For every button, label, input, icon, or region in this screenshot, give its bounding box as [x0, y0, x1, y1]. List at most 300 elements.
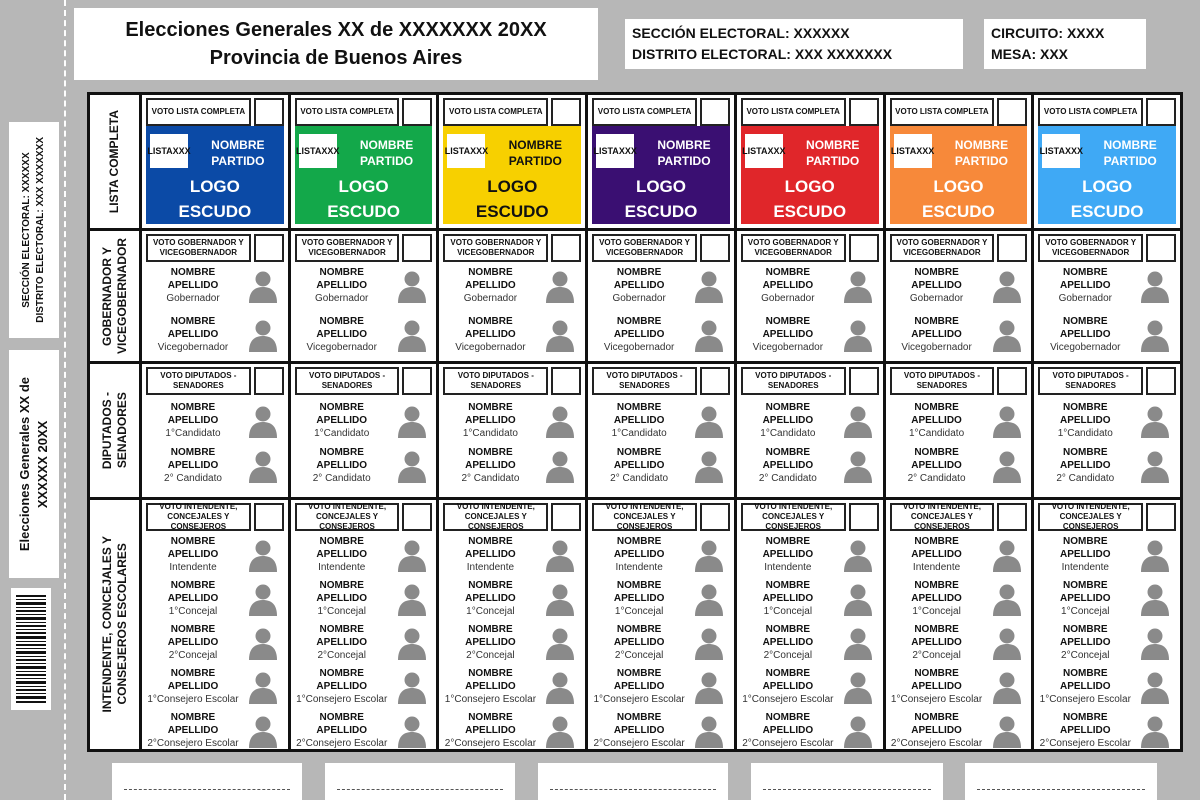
signature-box-4	[751, 763, 943, 800]
candidate	[886, 711, 1032, 749]
vote-label: VOTO LISTA COMPLETA	[741, 98, 846, 126]
candidate-nombre: NOMBRE	[319, 668, 364, 679]
person-silhouette-icon	[843, 404, 873, 438]
candidate-text	[739, 266, 837, 305]
candidate-role: 1°Candidato	[908, 428, 965, 439]
candidate-role: Intendente	[912, 562, 961, 573]
candidate-role: 2° Candidato	[1056, 473, 1115, 484]
vote-label: VOTO DIPUTADOS - SENADORES	[146, 367, 251, 395]
row-label-line2: VICEGOBERNADOR	[114, 237, 129, 354]
vote-header	[443, 98, 581, 126]
candidate-nombre: NOMBRE	[765, 624, 811, 635]
person-silhouette-icon	[397, 318, 427, 352]
candidate-list	[291, 395, 437, 485]
vote-label: VOTO INTENDENTE, CONCEJALES Y CONSEJEROS	[295, 503, 400, 531]
lista-label: LISTA	[593, 146, 619, 156]
candidate-nombre: NOMBRE	[914, 536, 959, 547]
candidate-role: Gobernador	[1058, 293, 1112, 304]
candidate-apellido: APELLIDO	[911, 593, 962, 604]
candidate-list	[886, 395, 1032, 485]
diputados-cell-7	[1034, 364, 1180, 497]
vote-checkbox-gobernador-1[interactable]	[254, 234, 284, 262]
candidate	[1034, 401, 1180, 440]
vote-label: VOTO DIPUTADOS - SENADORES	[295, 367, 400, 395]
vote-header	[295, 503, 433, 531]
candidate-role: 1°Candidato	[760, 428, 816, 439]
vote-checkbox-gobernador-7[interactable]	[1146, 234, 1176, 262]
party-name	[1086, 137, 1174, 169]
candidate	[291, 535, 437, 574]
candidate-nombre: NOMBRE	[468, 316, 513, 327]
signature-box-1	[112, 763, 302, 800]
person-silhouette-icon	[992, 714, 1022, 748]
candidate-nombre: NOMBRE	[616, 316, 662, 327]
vote-checkbox-lista-7[interactable]	[1146, 98, 1176, 126]
party-name-line2: PARTIDO	[657, 154, 711, 168]
candidate-list	[588, 395, 734, 485]
candidate-nombre: NOMBRE	[468, 402, 513, 413]
candidate-nombre: NOMBRE	[1063, 447, 1108, 458]
diputados-cell-3	[439, 364, 585, 497]
candidate-list	[439, 531, 585, 749]
vote-label: VOTO DIPUTADOS - SENADORES	[1038, 367, 1143, 395]
person-silhouette-icon	[992, 670, 1022, 704]
candidate-apellido: APELLIDO	[465, 593, 516, 604]
diputados-cell-5	[737, 364, 883, 497]
candidate	[142, 266, 288, 305]
candidate	[142, 579, 288, 618]
candidate-text	[590, 667, 688, 706]
candidate-apellido: APELLIDO	[316, 329, 367, 340]
candidate	[737, 579, 883, 618]
vote-checkbox-diputados-4[interactable]	[700, 367, 730, 395]
candidate-text	[590, 401, 688, 440]
candidate-apellido: APELLIDO	[613, 725, 665, 736]
candidate	[588, 667, 734, 706]
person-silhouette-icon	[248, 538, 278, 572]
candidate-apellido: APELLIDO	[762, 725, 814, 736]
candidate-text	[739, 446, 837, 485]
vote-checkbox-diputados-3[interactable]	[551, 367, 581, 395]
candidate-nombre: NOMBRE	[1063, 624, 1108, 635]
candidate-text	[293, 623, 391, 662]
lista-number: XXX	[321, 146, 340, 156]
candidate-apellido: APELLIDO	[1060, 681, 1111, 692]
vote-checkbox-intendente-4[interactable]	[700, 503, 730, 531]
vote-checkbox-lista-3[interactable]	[551, 98, 581, 126]
candidate-text	[1036, 315, 1134, 354]
candidate-role: 2°Consejero Escolar	[742, 738, 834, 749]
candidate-apellido: APELLIDO	[911, 280, 962, 291]
candidate-nombre: NOMBRE	[914, 712, 959, 723]
candidate-apellido: APELLIDO	[465, 681, 516, 692]
row-label-line2: SENADORES	[114, 392, 129, 469]
vote-header	[592, 98, 730, 126]
candidate-list	[886, 531, 1032, 749]
person-silhouette-icon	[694, 404, 724, 438]
party-cell-5	[737, 95, 883, 228]
party-name-line1: NOMBRE	[508, 138, 562, 152]
candidate-apellido: APELLIDO	[167, 593, 219, 604]
logo-line1: LOGO	[784, 177, 835, 196]
candidate	[439, 579, 585, 618]
row-label-line1: GOBERNADOR Y	[99, 246, 114, 346]
row-label-line1: INTENDENTE, CONCEJALES Y	[99, 536, 114, 713]
party-block	[741, 126, 879, 224]
party-logo	[592, 174, 730, 224]
person-silhouette-icon	[397, 670, 427, 704]
vote-checkbox-intendente-6[interactable]	[997, 503, 1027, 531]
candidate-role: 2° Candidato	[312, 473, 371, 484]
logo-line1: LOGO	[487, 177, 538, 196]
person-silhouette-icon	[248, 318, 278, 352]
party-name-line2: PARTIDO	[508, 154, 562, 168]
vote-checkbox-intendente-1[interactable]	[254, 503, 284, 531]
candidate	[1034, 623, 1180, 662]
vote-label: VOTO GOBERNADOR Y VICEGOBERNADOR	[443, 234, 548, 262]
person-silhouette-icon	[248, 269, 278, 303]
vote-label: VOTO INTENDENTE, CONCEJALES Y CONSEJEROS	[443, 503, 548, 531]
candidate-list	[291, 531, 437, 749]
candidate-apellido: APELLIDO	[613, 593, 665, 604]
candidate	[439, 623, 585, 662]
candidate-apellido: APELLIDO	[167, 725, 219, 736]
candidate-apellido: APELLIDO	[465, 549, 516, 560]
person-silhouette-icon	[843, 318, 873, 352]
candidate-text	[590, 266, 688, 305]
lista-number: XXX	[767, 146, 786, 156]
candidate-nombre: NOMBRE	[170, 668, 216, 679]
candidate-role: Intendente	[615, 562, 663, 573]
candidate-role: Vicegobernador	[752, 342, 824, 353]
vote-header	[443, 503, 581, 531]
candidate-text	[293, 579, 391, 618]
candidate	[886, 446, 1032, 485]
candidate-text	[293, 446, 391, 485]
vote-header	[741, 503, 879, 531]
candidate	[1034, 711, 1180, 749]
candidate-apellido: APELLIDO	[762, 681, 814, 692]
candidate-apellido: APELLIDO	[167, 280, 219, 291]
candidate-role: Gobernador	[463, 293, 518, 304]
vote-header	[890, 367, 1028, 395]
person-silhouette-icon	[992, 269, 1022, 303]
candidate-apellido: APELLIDO	[762, 329, 814, 340]
candidate	[886, 266, 1032, 305]
candidate-role: 2°Consejero Escolar	[444, 738, 537, 749]
vote-checkbox-lista-5[interactable]	[849, 98, 879, 126]
candidate	[291, 667, 437, 706]
candidate-nombre: NOMBRE	[765, 712, 811, 723]
person-silhouette-icon	[248, 714, 278, 748]
party-cell-3	[439, 95, 585, 228]
candidate-role: 2°Consejero Escolar	[593, 738, 685, 749]
vote-checkbox-diputados-7[interactable]	[1146, 367, 1176, 395]
candidate-text	[888, 266, 986, 305]
candidate-role: 2°Consejero Escolar	[1039, 738, 1131, 749]
candidate-text	[144, 266, 242, 305]
candidate-nombre: NOMBRE	[616, 624, 662, 635]
candidate	[142, 623, 288, 662]
candidate-apellido: APELLIDO	[167, 549, 219, 560]
candidate	[737, 315, 883, 354]
candidate-role: 1°Concejal	[168, 606, 218, 617]
candidate	[291, 623, 437, 662]
candidate-list	[737, 262, 883, 354]
vote-label: VOTO DIPUTADOS - SENADORES	[890, 367, 995, 395]
candidate	[142, 535, 288, 574]
party-logo	[1038, 174, 1176, 224]
person-silhouette-icon	[694, 582, 724, 616]
candidate-role: 2°Concejal	[466, 650, 515, 661]
candidate-text	[888, 535, 986, 574]
candidate-apellido: APELLIDO	[1060, 725, 1111, 736]
candidate-apellido: APELLIDO	[762, 549, 814, 560]
vote-checkbox-intendente-2[interactable]	[402, 503, 432, 531]
candidate	[886, 579, 1032, 618]
logo-line2: ESCUDO	[922, 202, 995, 221]
mesa: MESA: XXX	[991, 46, 1069, 62]
vote-label: VOTO INTENDENTE, CONCEJALES Y CONSEJEROS	[146, 503, 251, 531]
candidate-role: 1°Consejero Escolar	[444, 694, 537, 705]
candidate-role: Vicegobernador	[901, 342, 972, 353]
person-silhouette-icon	[694, 670, 724, 704]
candidate	[737, 535, 883, 574]
candidate-text	[441, 711, 539, 749]
candidate-list	[439, 262, 585, 354]
person-silhouette-icon	[545, 449, 575, 483]
candidate-apellido: APELLIDO	[1060, 637, 1111, 648]
candidate-role: 2° Candidato	[164, 473, 222, 484]
vote-header	[890, 98, 1028, 126]
vote-checkbox-gobernador-2[interactable]	[402, 234, 432, 262]
candidate-nombre: NOMBRE	[468, 624, 513, 635]
candidate-nombre: NOMBRE	[170, 580, 216, 591]
candidate-text	[739, 401, 837, 440]
person-silhouette-icon	[843, 269, 873, 303]
signature-box-3	[538, 763, 728, 800]
logo-line2: ESCUDO	[178, 202, 252, 221]
candidate-nombre: NOMBRE	[914, 402, 959, 413]
candidate	[737, 401, 883, 440]
person-silhouette-icon	[397, 538, 427, 572]
party-name-line2: PARTIDO	[360, 154, 414, 168]
party-cell-6	[886, 95, 1032, 228]
candidate-apellido: APELLIDO	[167, 415, 219, 426]
row-label-text	[100, 536, 130, 712]
candidate-text	[739, 623, 837, 662]
vote-label: VOTO LISTA COMPLETA	[295, 98, 400, 126]
person-silhouette-icon	[248, 582, 278, 616]
candidate-role: 1°Concejal	[912, 606, 961, 617]
lista-number: XXX	[172, 146, 191, 156]
candidate	[588, 579, 734, 618]
lista-number-box	[147, 134, 191, 168]
party-name-line2: PARTIDO	[806, 154, 860, 168]
candidate-role: Gobernador	[909, 293, 964, 304]
person-silhouette-icon	[992, 404, 1022, 438]
vote-header	[443, 234, 581, 262]
vote-label: VOTO DIPUTADOS - SENADORES	[741, 367, 846, 395]
candidate-text	[441, 579, 539, 618]
person-silhouette-icon	[843, 449, 873, 483]
gobernador-cell-7	[1034, 231, 1180, 361]
candidate-list	[737, 395, 883, 485]
candidate	[1034, 266, 1180, 305]
vote-label: VOTO GOBERNADOR Y VICEGOBERNADOR	[741, 234, 846, 262]
candidate-text	[293, 667, 391, 706]
candidate-role: 1°Candidato	[611, 428, 667, 439]
candidate-text	[739, 315, 837, 354]
gobernador-cell-5	[737, 231, 883, 361]
vote-header	[741, 367, 879, 395]
vote-checkbox-gobernador-3[interactable]	[551, 234, 581, 262]
logo-line2: ESCUDO	[624, 202, 698, 221]
vote-checkbox-intendente-3[interactable]	[551, 503, 581, 531]
party-cell-4	[588, 95, 734, 228]
candidate-nombre: NOMBRE	[170, 267, 216, 278]
lista-number-box	[296, 134, 340, 168]
vote-checkbox-lista-4[interactable]	[700, 98, 730, 126]
candidate-text	[888, 446, 986, 485]
candidate-role: 1°Concejal	[1061, 606, 1110, 617]
row-label-diputados	[90, 364, 139, 497]
candidate-text	[1036, 711, 1134, 749]
candidate-nombre: NOMBRE	[765, 402, 811, 413]
title-line2: Provincia de Buenos Aires	[209, 47, 463, 69]
candidate-role: Gobernador	[315, 293, 369, 304]
person-silhouette-icon	[1140, 318, 1170, 352]
candidate-list	[439, 395, 585, 485]
candidate-role: 2°Concejal	[912, 650, 961, 661]
candidate-role: Intendente	[466, 562, 515, 573]
diputados-cell-4	[588, 364, 734, 497]
logo-line1: LOGO	[933, 177, 984, 196]
person-silhouette-icon	[992, 318, 1022, 352]
sidebar-distrito: DISTRITO ELECTORAL: XXX XXXXXXX	[35, 137, 46, 323]
candidate-role: 2° Candidato	[758, 473, 817, 484]
candidate-text	[1036, 266, 1134, 305]
party-name-line1: NOMBRE	[954, 138, 1009, 152]
candidate-text	[888, 623, 986, 662]
vote-checkbox-intendente-5[interactable]	[849, 503, 879, 531]
candidate	[886, 401, 1032, 440]
vote-label: VOTO GOBERNADOR Y VICEGOBERNADOR	[1038, 234, 1143, 262]
vote-header	[146, 503, 284, 531]
party-name-line2: PARTIDO	[1103, 154, 1157, 168]
vote-checkbox-lista-2[interactable]	[402, 98, 432, 126]
ballot-grid	[87, 92, 1183, 752]
candidate-apellido: APELLIDO	[613, 415, 665, 426]
candidate-nombre: NOMBRE	[319, 316, 364, 327]
diputados-cell-2	[291, 364, 437, 497]
vote-checkbox-gobernador-6[interactable]	[997, 234, 1027, 262]
lista-number: XXX	[916, 146, 935, 156]
logo-line2: ESCUDO	[475, 202, 549, 221]
candidate-apellido: APELLIDO	[167, 329, 219, 340]
vote-label: VOTO LISTA COMPLETA	[443, 98, 548, 126]
vote-header	[1038, 367, 1176, 395]
candidate-text	[1036, 579, 1134, 618]
vote-checkbox-gobernador-4[interactable]	[700, 234, 730, 262]
person-silhouette-icon	[545, 582, 575, 616]
candidate-text	[590, 446, 688, 485]
person-silhouette-icon	[397, 626, 427, 660]
vote-checkbox-diputados-6[interactable]	[997, 367, 1027, 395]
candidate-nombre: NOMBRE	[468, 580, 513, 591]
vote-checkbox-diputados-1[interactable]	[254, 367, 284, 395]
person-silhouette-icon	[248, 449, 278, 483]
candidate-role: 2°Concejal	[763, 650, 813, 661]
diputados-cell-6	[886, 364, 1032, 497]
person-silhouette-icon	[1140, 449, 1170, 483]
party-logo	[443, 174, 581, 224]
vote-label: VOTO INTENDENTE, CONCEJALES Y CONSEJEROS	[741, 503, 846, 531]
lista-number-box	[444, 134, 489, 168]
candidate-apellido: APELLIDO	[167, 460, 219, 471]
vote-header	[592, 234, 730, 262]
candidate-apellido: APELLIDO	[1060, 460, 1111, 471]
vote-checkbox-lista-1[interactable]	[254, 98, 284, 126]
party-name-line1: NOMBRE	[359, 138, 414, 152]
candidate-role: 2°Concejal	[614, 650, 664, 661]
party-name	[343, 137, 431, 169]
person-silhouette-icon	[248, 626, 278, 660]
candidate-nombre: NOMBRE	[468, 447, 513, 458]
lista-label: LISTA	[147, 146, 173, 156]
logo-line2: ESCUDO	[773, 202, 847, 221]
person-silhouette-icon	[843, 626, 873, 660]
party-logo	[146, 174, 284, 224]
candidate-apellido: APELLIDO	[316, 415, 367, 426]
candidate-text	[888, 711, 986, 749]
distrito-electoral: DISTRITO ELECTORAL: XXX XXXXXXX	[632, 46, 893, 62]
candidate-nombre: NOMBRE	[1063, 580, 1108, 591]
vote-checkbox-lista-6[interactable]	[997, 98, 1027, 126]
vote-checkbox-diputados-5[interactable]	[849, 367, 879, 395]
party-name-line2: PARTIDO	[211, 154, 265, 168]
candidate-text	[590, 711, 688, 749]
intendente-cell-2	[291, 500, 437, 749]
candidate-nombre: NOMBRE	[616, 267, 662, 278]
candidate-nombre: NOMBRE	[319, 712, 364, 723]
intendente-cell-5	[737, 500, 883, 749]
vote-checkbox-diputados-2[interactable]	[402, 367, 432, 395]
vote-checkbox-gobernador-5[interactable]	[849, 234, 879, 262]
candidate-nombre: NOMBRE	[1063, 712, 1108, 723]
gobernador-cell-6	[886, 231, 1032, 361]
party-name-line1: NOMBRE	[806, 138, 860, 152]
candidate-text	[293, 535, 391, 574]
person-silhouette-icon	[843, 538, 873, 572]
party-name	[640, 137, 728, 169]
person-silhouette-icon	[545, 318, 575, 352]
candidate-apellido: APELLIDO	[465, 725, 516, 736]
vote-label: VOTO GOBERNADOR Y VICEGOBERNADOR	[890, 234, 995, 262]
person-silhouette-icon	[397, 714, 427, 748]
row-label-lista-completa	[90, 95, 139, 228]
candidate-role: Intendente	[764, 562, 812, 573]
candidate-apellido: APELLIDO	[911, 681, 962, 692]
candidate-apellido: APELLIDO	[762, 637, 814, 648]
candidate-role: 2° Candidato	[461, 473, 520, 484]
vote-label: VOTO DIPUTADOS - SENADORES	[443, 367, 548, 395]
candidate	[142, 667, 288, 706]
candidate-text	[441, 315, 539, 354]
person-silhouette-icon	[397, 582, 427, 616]
row-label-text: LISTA COMPLETA	[107, 109, 121, 214]
vote-checkbox-intendente-7[interactable]	[1146, 503, 1176, 531]
